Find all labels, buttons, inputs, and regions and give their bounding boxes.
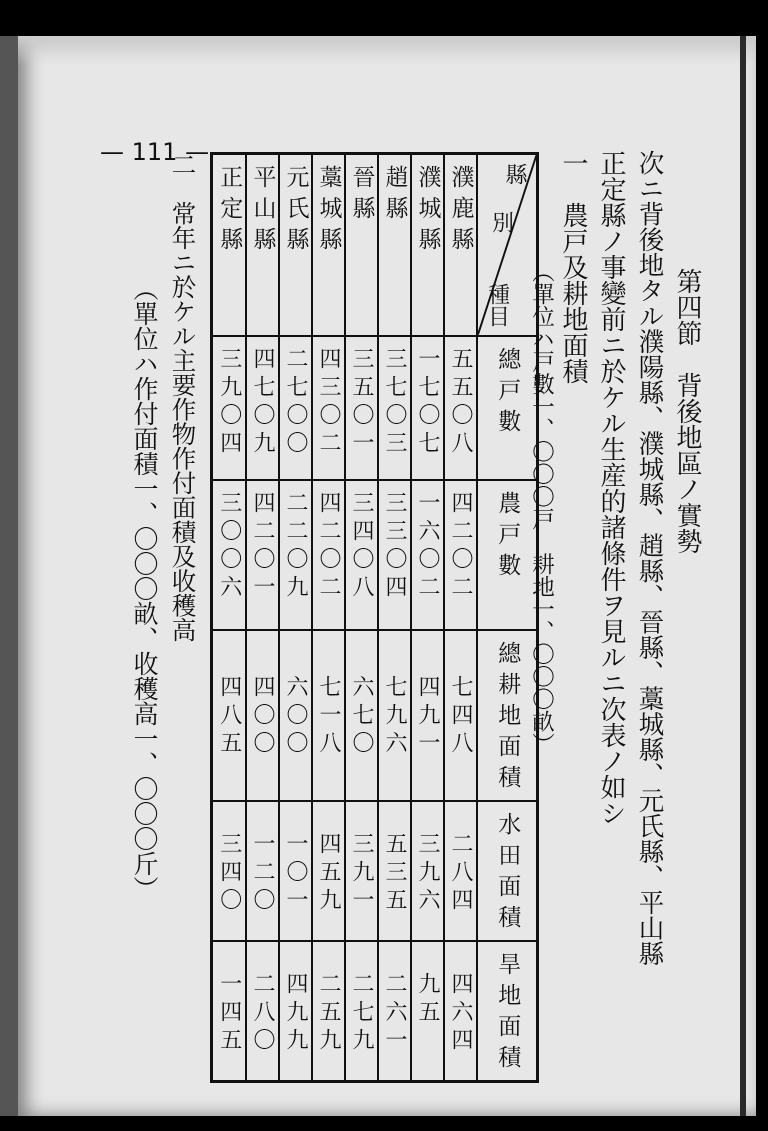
value-cell: 四〇〇 — [250, 674, 275, 759]
value-cell: 三七〇三 — [382, 346, 407, 459]
value-cell: 四九九 — [283, 971, 308, 1056]
value-cell: 一二〇 — [250, 831, 275, 916]
item2-title: 二 常年ニ於ケル主要作物作付面積及收穫高 — [168, 152, 198, 642]
value-cell: 三四〇 — [216, 831, 242, 916]
value-cell: 六七〇 — [349, 674, 374, 759]
page-number: — 111 — — [100, 138, 210, 166]
value-cell: 四二〇二 — [316, 490, 341, 603]
value-cell: 六〇〇 — [283, 674, 308, 759]
value-cell: 七一八 — [316, 674, 341, 759]
page-edge — [740, 36, 746, 1116]
county-cell: 濮城縣 — [414, 165, 441, 258]
value-cell: 四八五 — [216, 674, 242, 759]
value-cell: 二八〇 — [250, 971, 275, 1056]
intro-line-2: 正定縣ノ事變前ニ於ケル生産的諸條件ヲ見ルニ次表ノ如シ — [596, 150, 626, 826]
column-header: 總耕地面積 — [494, 640, 521, 796]
value-cell: 一四五 — [216, 971, 242, 1056]
table-row-total-cultivated — [212, 630, 538, 801]
section-title: 第四節 背後地區ノ實勢 — [672, 268, 702, 554]
table-row-dry-area — [212, 941, 538, 1082]
item1-title: 一 農戸及耕地面積 — [558, 150, 588, 384]
county-cell: 正定縣 — [216, 165, 243, 258]
value-cell: 二五九 — [316, 971, 341, 1056]
value-cell: 四五九 — [316, 831, 341, 916]
table-row-total-households — [212, 336, 538, 480]
value-cell: 三四〇八 — [349, 490, 374, 603]
corner-label-a: 縣 — [502, 163, 527, 185]
intro-line-1: 次ニ背後地タル濮陽縣、濮城縣、趙縣、晉縣、藁城縣、元氏縣、平山縣 — [634, 150, 665, 966]
data-table — [210, 152, 539, 1083]
column-header: 農戸數 — [494, 490, 521, 584]
value-cell: 四三〇二 — [316, 346, 341, 459]
value-cell: 一七〇七 — [415, 346, 440, 459]
item1-unit: （單位ハ戸數一、〇〇〇戸 耕地一、〇〇〇畝） — [528, 260, 555, 755]
value-cell: 二六一 — [382, 971, 407, 1056]
item2-unit: （單位ハ作付面積一、〇〇〇畝、收穫高一、〇〇〇斤） — [130, 276, 159, 901]
table-row-farm-households — [212, 480, 538, 630]
value-cell: 三九〇四 — [216, 346, 242, 459]
value-cell: 三三〇四 — [382, 490, 407, 603]
value-cell: 五三五 — [382, 831, 407, 916]
county-cell: 晉縣 — [348, 165, 375, 227]
county-cell: 趙縣 — [381, 165, 408, 227]
value-cell: 四六四 — [448, 971, 473, 1056]
value-cell: 二七〇〇 — [283, 346, 308, 459]
value-cell: 二七九 — [349, 971, 374, 1056]
value-cell: 九五 — [415, 971, 440, 1028]
value-cell: 四七〇九 — [250, 346, 275, 459]
value-cell: 三〇〇六 — [216, 490, 242, 603]
value-cell: 三五〇一 — [349, 346, 374, 459]
table-row-county-names — [212, 154, 538, 336]
value-cell: 一〇一 — [283, 831, 308, 916]
value-cell: 四二〇二 — [448, 490, 473, 603]
corner-label-b: 別 — [488, 211, 514, 233]
value-cell: 三九六 — [415, 831, 440, 916]
value-cell: 四二〇一 — [250, 490, 275, 603]
county-cell: 濮鹿縣 — [447, 165, 474, 258]
column-header: 總戸數 — [494, 346, 521, 440]
value-cell: 四九一 — [415, 674, 440, 759]
value-cell: 七九六 — [382, 674, 407, 759]
table-corner-header — [477, 154, 538, 336]
value-cell: 二八四 — [448, 831, 473, 916]
value-cell: 五五〇八 — [448, 346, 473, 459]
table-row-paddy-area — [212, 801, 538, 941]
corner-label-c: 種目 — [484, 282, 510, 327]
column-header: 水田面積 — [494, 811, 521, 936]
county-cell: 平山縣 — [249, 165, 276, 258]
value-cell: 七四八 — [448, 674, 473, 759]
value-cell: 二二〇九 — [283, 490, 308, 603]
county-cell: 藁城縣 — [315, 165, 342, 258]
column-header: 旱地面積 — [494, 951, 521, 1076]
county-cell: 元氏縣 — [282, 165, 309, 258]
value-cell: 一六〇二 — [415, 490, 440, 603]
value-cell: 三九一 — [349, 831, 374, 916]
